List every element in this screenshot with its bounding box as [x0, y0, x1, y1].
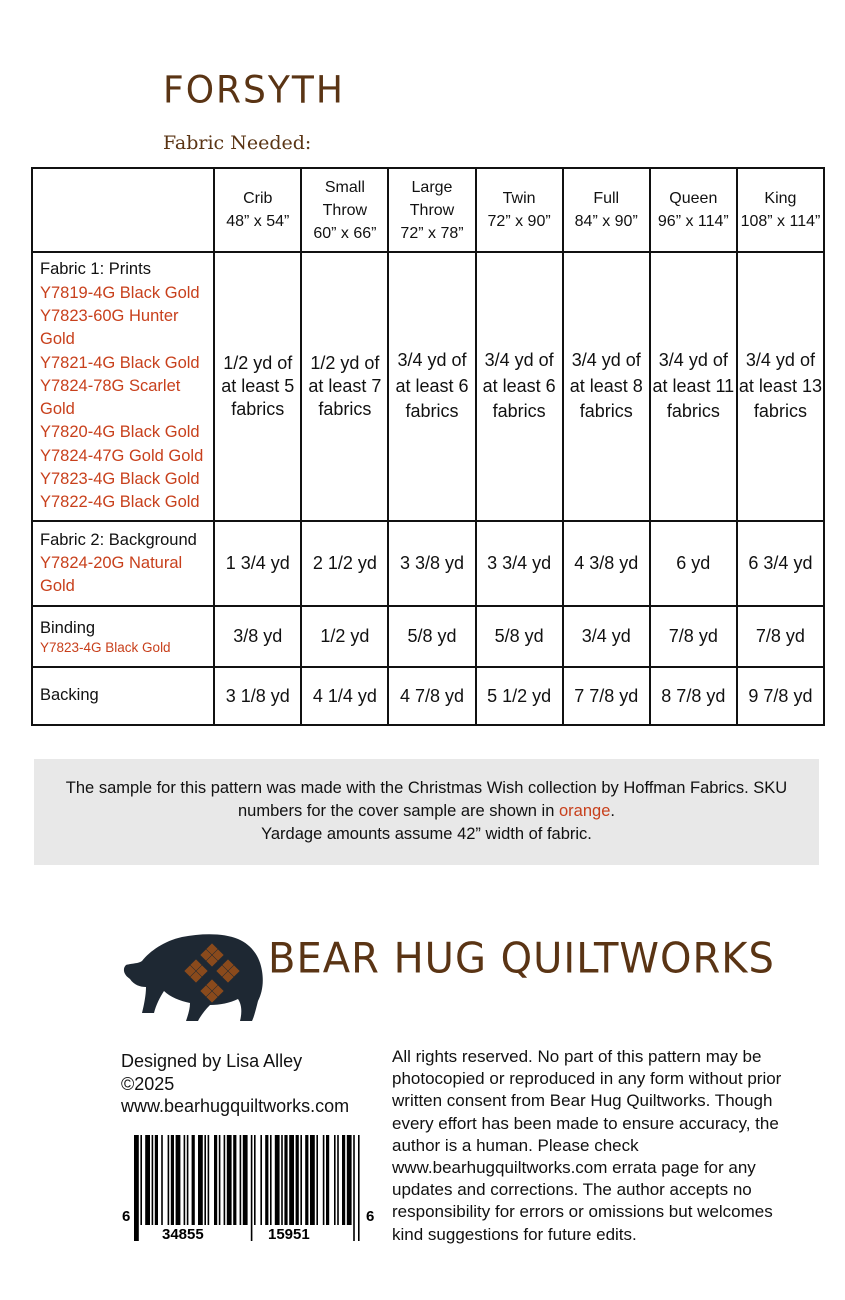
yardage-cell: 3 3/8 yd [388, 521, 475, 606]
yardage-cell: 2 1/2 yd [301, 521, 388, 606]
fabric-needed-heading: Fabric Needed: [163, 132, 312, 154]
fabric-requirements-table [31, 167, 825, 726]
size-header: King 108” x 114” [737, 168, 824, 252]
yardage-cell: 6 3/4 yd [737, 521, 824, 606]
yardage-cell: 9 7/8 yd [737, 667, 824, 725]
table-row-backing [32, 667, 824, 725]
yardage-cell: 1 3/4 yd [214, 521, 301, 606]
size-header: Small Throw 60” x 66” [301, 168, 388, 252]
barcode-bar [192, 1135, 195, 1225]
barcode-bar [316, 1135, 318, 1225]
yardage-cell: 5 1/2 yd [476, 667, 563, 725]
sku: Y7824-47G Gold Gold [40, 446, 204, 465]
sku: Y7822-4G Black Gold [40, 493, 200, 512]
yardage-cell: 1/2 yd of at least 5 fabrics [214, 252, 301, 521]
copyright: ©2025 [121, 1073, 175, 1094]
row-label: Fabric 2: Background Y7824-20G Natural Gold [32, 521, 214, 606]
barcode-bar [251, 1135, 253, 1241]
sku: Y7823-60G Hunter Gold [40, 306, 179, 349]
barcode-bar [284, 1135, 287, 1225]
yardage-cell: 8 7/8 yd [650, 667, 737, 725]
barcode-bar [176, 1135, 181, 1225]
barcode-bar [310, 1135, 315, 1225]
barcode-bar [347, 1135, 352, 1225]
barcode-bar [233, 1135, 236, 1225]
yardage-cell: 3/8 yd [214, 606, 301, 667]
yardage-cell: 3/4 yd of at least 6 fabrics [476, 252, 563, 521]
sku: Y7820-4G Black Gold [40, 423, 200, 442]
barcode-bar [296, 1135, 299, 1225]
barcode-right-digit: 6 [366, 1208, 375, 1225]
barcode-bar [214, 1135, 217, 1225]
brand-name: BEAR HUG QUILTWORKS [268, 934, 775, 984]
barcode-bar [281, 1135, 283, 1225]
row-label: Fabric 1: Prints Y7819-4G Black Gold Y7823-60G Hunter Gold Y7821-4G Black Gold Y7824-78G Scarlet Gold Y7820-4G Black Gold Y7824-47G Gold Gold Y7823-4G Black Gold Y7822-4G Black Gold [32, 252, 214, 521]
yardage-cell: 1/2 yd [301, 606, 388, 667]
yardage-cell: 3 3/4 yd [476, 521, 563, 606]
yardage-cell: 7/8 yd [737, 606, 824, 667]
barcode-bar [305, 1135, 308, 1225]
rights-statement: All rights reserved. No part of this pattern may be photocopied or reproduced in any form without prior written consent from Bear Hug Quiltworks. Though every effort has been made to ensure accuracy, the author is a human. Please check www.bearhugquiltworks.com errata page for any updates and corrections. The author accepts no responsibility for errors or omissions but welcomes kind suggestions for future edits. [392, 1047, 782, 1244]
sku: Y7819-4G Black Gold [40, 283, 200, 302]
barcode-bar [326, 1135, 329, 1225]
barcode-bar [334, 1135, 336, 1225]
barcode-bar [358, 1135, 360, 1241]
yardage-cell: 3/4 yd [563, 606, 650, 667]
table-row-fabric1 [32, 252, 824, 521]
barcode-bar [342, 1135, 345, 1225]
yardage-cell: 3/4 yd of at least 6 fabrics [388, 252, 475, 521]
sample-note-box: The sample for this pattern was made with the Christmas Wish collection by Hoffman Fabrics. SKU numbers for the cover sample are shown in orange. Yardage amounts assume 42” width of fabric. [34, 759, 819, 865]
barcode-bar [219, 1135, 221, 1225]
yardage-cell: 7/8 yd [650, 606, 737, 667]
barcode-group-1: 34855 [162, 1226, 204, 1243]
yardage-cell: 3/4 yd of at least 13 fabrics [737, 252, 824, 521]
table-row-binding [32, 606, 824, 667]
table-header-row [32, 168, 824, 252]
barcode-bar [265, 1135, 268, 1225]
bear-quilt-block-icon [120, 925, 265, 1025]
barcode-bar [353, 1135, 355, 1241]
barcode-bar [224, 1135, 226, 1225]
barcode-bar [323, 1135, 325, 1225]
barcode-bar [161, 1135, 163, 1225]
barcode-bar [243, 1135, 248, 1225]
barcode [122, 1135, 380, 1247]
designer-credit: Designed by Lisa Alley [121, 1051, 303, 1071]
sku: Y7823-4G Black Gold [40, 640, 171, 656]
barcode-bar [270, 1135, 272, 1225]
barcode-bar [275, 1135, 280, 1225]
header-empty-cell [32, 168, 214, 252]
barcode-group-2: 15951 [268, 1226, 310, 1243]
barcode-bar [155, 1135, 158, 1225]
barcode-bar [260, 1135, 262, 1225]
barcode-bar [254, 1135, 256, 1225]
size-header: Full 84” x 90” [563, 168, 650, 252]
barcode-bar [187, 1135, 189, 1225]
size-header: Crib 48” x 54” [214, 168, 301, 252]
yardage-cell: 4 3/8 yd [563, 521, 650, 606]
barcode-bar [289, 1135, 294, 1225]
barcode-bar [134, 1135, 139, 1241]
barcode-bar [140, 1135, 142, 1225]
row-label: Backing [32, 667, 214, 725]
size-header: Large Throw 72” x 78” [388, 168, 475, 252]
sku: Y7823-4G Black Gold [40, 470, 200, 489]
yardage-cell: 1/2 yd of at least 7 fabrics [301, 252, 388, 521]
barcode-bar [184, 1135, 186, 1225]
yardage-cell: 5/8 yd [388, 606, 475, 667]
yardage-cell: 4 1/4 yd [301, 667, 388, 725]
yardage-cell: 3/4 yd of at least 11 fabrics [650, 252, 737, 521]
orange-highlight: orange [559, 802, 611, 820]
size-header: Twin 72” x 90” [476, 168, 563, 252]
barcode-bar [168, 1135, 170, 1225]
yardage-cell: 6 yd [650, 521, 737, 606]
yardage-cell: 7 7/8 yd [563, 667, 650, 725]
barcode-left-digit: 6 [122, 1208, 131, 1225]
yardage-cell: 3 1/8 yd [214, 667, 301, 725]
sku: Y7821-4G Black Gold [40, 353, 200, 372]
website-link: www.bearhugquiltworks.com [121, 1096, 350, 1116]
barcode-bar [171, 1135, 174, 1225]
barcode-bar [300, 1135, 302, 1225]
barcode-bar [240, 1135, 242, 1225]
size-header: Queen 96” x 114” [650, 168, 737, 252]
sku: Y7824-20G Natural Gold [40, 553, 183, 596]
credits-block [121, 1050, 349, 1118]
barcode-bar [198, 1135, 203, 1225]
barcode-bar [145, 1135, 150, 1225]
yardage-cell: 3/4 yd of at least 8 fabrics [563, 252, 650, 521]
barcode-bar [337, 1135, 339, 1225]
yardage-cell: 5/8 yd [476, 606, 563, 667]
pattern-title: FORSYTH [163, 68, 345, 113]
row-label: Binding Y7823-4G Black Gold [32, 606, 214, 667]
barcode-bar [227, 1135, 232, 1225]
yardage-cell: 4 7/8 yd [388, 667, 475, 725]
sku: Y7824-78G Scarlet Gold [40, 376, 181, 419]
barcode-bar [204, 1135, 206, 1225]
table-row-fabric2 [32, 521, 824, 606]
barcode-bar [152, 1135, 154, 1225]
barcode-bar [208, 1135, 210, 1225]
